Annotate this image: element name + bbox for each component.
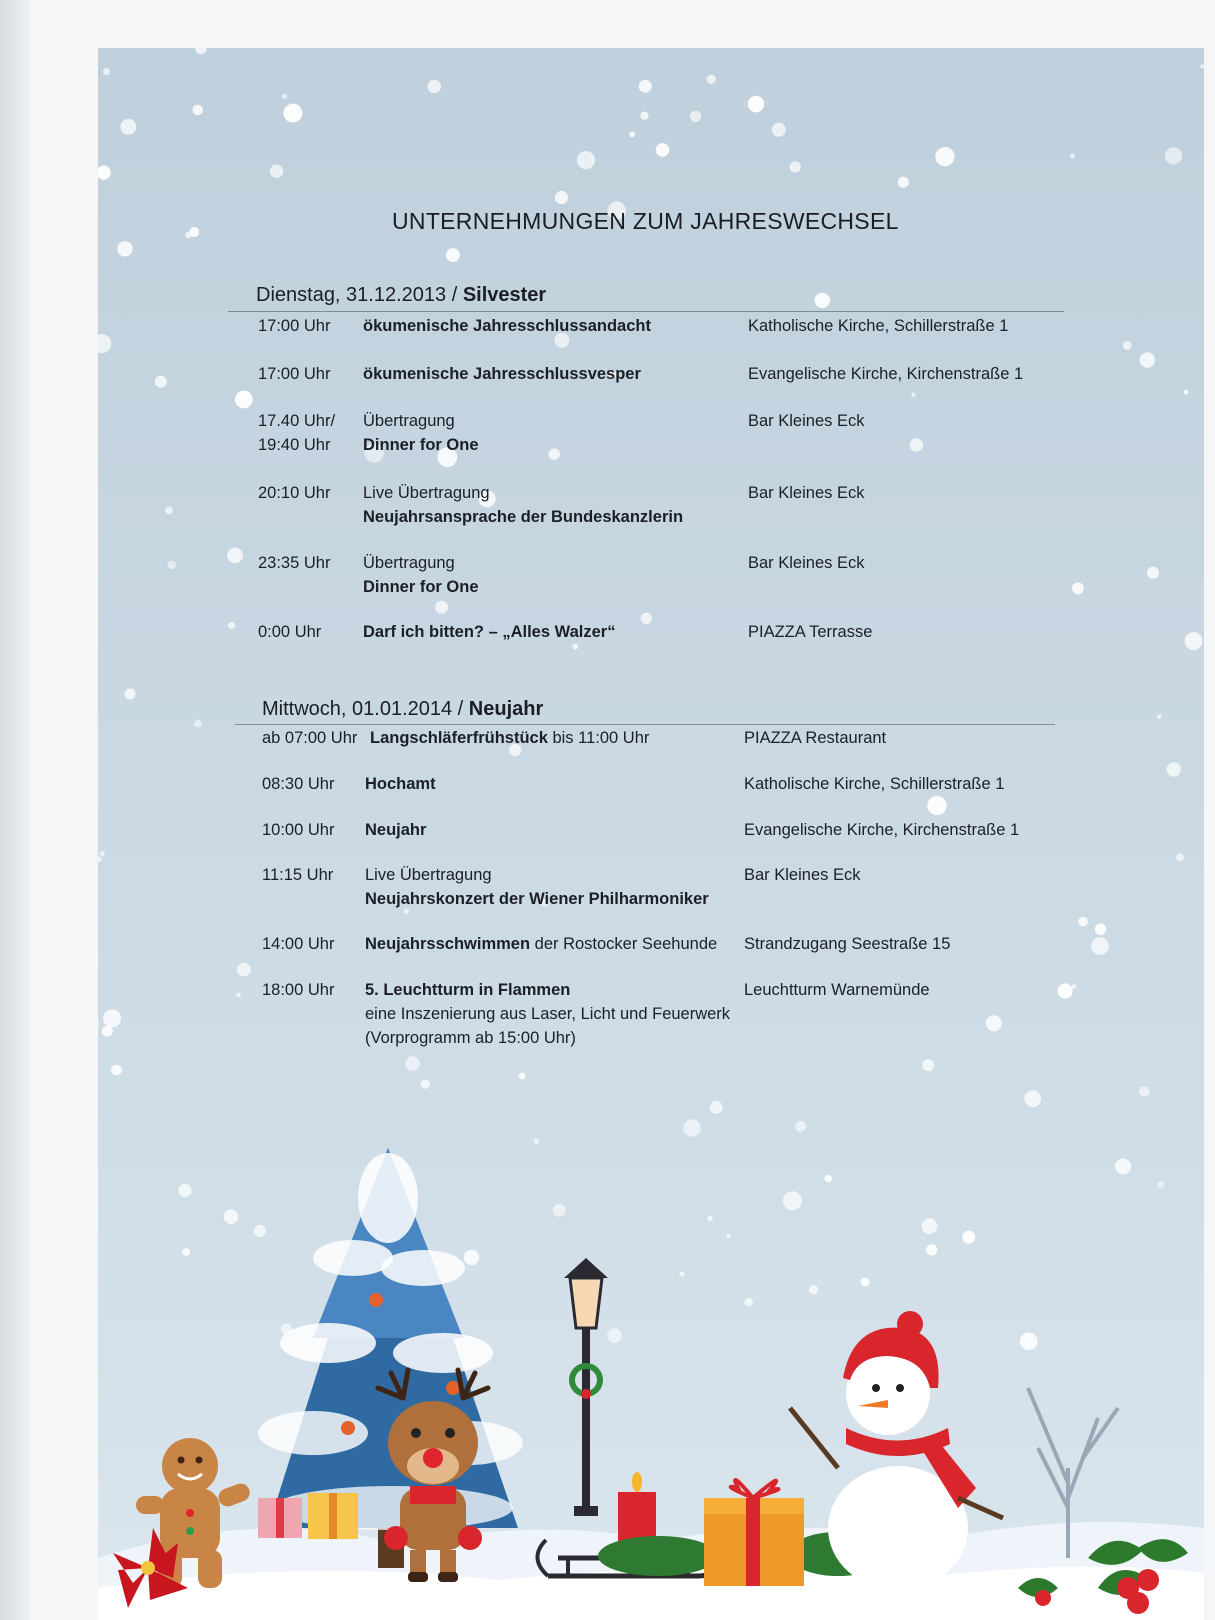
event-description bbox=[365, 932, 717, 956]
snowflake bbox=[1070, 153, 1075, 158]
event-time bbox=[262, 726, 357, 750]
event-description-line: eine Inszenierung aus Laser, Licht und Feuerwerk bbox=[365, 1005, 731, 1023]
snowflake bbox=[629, 131, 635, 137]
snowflake bbox=[227, 547, 243, 563]
snowflake bbox=[117, 241, 132, 256]
event-description-line bbox=[365, 932, 717, 956]
event-description-part: bis 11:00 Uhr bbox=[547, 729, 650, 747]
event-time-line: 20:10 Uhr bbox=[258, 484, 331, 502]
snowflake bbox=[121, 119, 137, 135]
day-divider bbox=[235, 724, 1055, 725]
event-time bbox=[258, 409, 335, 457]
event-description-line: Dinner for One bbox=[363, 436, 479, 454]
snowflake bbox=[195, 48, 207, 54]
event-time-line: 10:00 Uhr bbox=[262, 821, 335, 839]
day-name: Neujahr bbox=[468, 698, 544, 720]
event-row bbox=[262, 772, 1082, 796]
event-time bbox=[262, 818, 334, 842]
event-row bbox=[258, 551, 1078, 599]
event-time-line: 08:30 Uhr bbox=[262, 775, 335, 793]
event-description-line: Übertragung bbox=[363, 554, 455, 572]
event-description-line: Dinner for One bbox=[363, 578, 479, 596]
snowflake bbox=[125, 689, 136, 700]
event-time bbox=[262, 863, 333, 887]
snowflake bbox=[572, 644, 578, 650]
event-time-line: 17.40 Uhr/ bbox=[258, 412, 336, 430]
event-row bbox=[262, 932, 1082, 956]
event-time-line: ab 07:00 Uhr bbox=[262, 729, 358, 747]
snowflake bbox=[707, 75, 716, 84]
snowflake bbox=[922, 1059, 934, 1071]
day-date: Dienstag, 31.12.2013 / bbox=[256, 284, 458, 306]
event-row bbox=[258, 409, 1078, 457]
event-row bbox=[258, 481, 1078, 529]
gift-box-icon bbox=[704, 1480, 804, 1586]
event-description-part: Langschläferfrühstück bbox=[370, 729, 548, 747]
event-location: Katholische Kirche, Schillerstraße 1 bbox=[748, 317, 1009, 335]
event-description-line: Hochamt bbox=[365, 775, 436, 793]
snowflake bbox=[519, 1073, 526, 1080]
event-description bbox=[363, 314, 651, 338]
snowflake bbox=[428, 80, 442, 94]
snowflake bbox=[640, 112, 648, 120]
event-description-line: ökumenische Jahresschlussandacht bbox=[363, 317, 651, 335]
event-location: Strandzugang Seestraße 15 bbox=[744, 935, 951, 953]
snowflake bbox=[815, 293, 830, 308]
event-description bbox=[363, 409, 479, 457]
event-time bbox=[262, 932, 334, 956]
snowflake bbox=[237, 993, 241, 997]
snowflake bbox=[167, 561, 176, 570]
event-time bbox=[258, 481, 330, 505]
event-location: PIAZZA Terrasse bbox=[748, 623, 873, 641]
paper-sheet bbox=[30, 0, 1215, 1620]
event-description-part: der Rostocker Seehunde bbox=[530, 935, 718, 953]
snowflake bbox=[555, 191, 568, 204]
event-location: Bar Kleines Eck bbox=[748, 554, 865, 572]
snowflake bbox=[98, 166, 111, 180]
event-time-line: 19:40 Uhr bbox=[258, 436, 331, 454]
snowflake bbox=[639, 80, 652, 93]
event-row bbox=[258, 620, 1078, 644]
event-time bbox=[258, 551, 330, 575]
event-time bbox=[262, 772, 334, 796]
event-location: Leuchtturm Warnemünde bbox=[744, 981, 930, 999]
event-description-line: Darf ich bitten? – „Alles Walzer“ bbox=[363, 623, 616, 641]
snowflake bbox=[690, 111, 701, 122]
event-time-line: 0:00 Uhr bbox=[258, 623, 322, 641]
snowflake bbox=[165, 507, 173, 515]
event-description-part: Neujahrsschwimmen bbox=[365, 935, 531, 953]
event-description-line: Neujahrskonzert der Wiener Philharmoniker bbox=[365, 890, 709, 908]
event-time bbox=[262, 978, 334, 1002]
snowflake bbox=[282, 94, 287, 99]
snowflake bbox=[435, 601, 448, 614]
snowflake bbox=[1140, 352, 1156, 368]
event-description-line: Live Übertragung bbox=[365, 866, 492, 884]
event-time-line: 17:00 Uhr bbox=[258, 365, 331, 383]
candle-icon bbox=[618, 1472, 656, 1544]
snowflake bbox=[270, 165, 283, 178]
event-row bbox=[258, 314, 1078, 338]
snowflake bbox=[192, 105, 203, 116]
gift-box-icon bbox=[258, 1493, 358, 1539]
snowflake bbox=[185, 232, 191, 238]
snowflake bbox=[927, 796, 946, 815]
snowflake bbox=[1147, 567, 1159, 579]
event-description bbox=[370, 726, 649, 750]
event-row bbox=[262, 726, 1082, 750]
event-time bbox=[258, 362, 330, 386]
snowflake bbox=[1157, 715, 1162, 720]
snowflake bbox=[1095, 924, 1106, 935]
snowflake bbox=[98, 334, 111, 353]
event-time-line: 14:00 Uhr bbox=[262, 935, 335, 953]
snowflake bbox=[1165, 147, 1182, 164]
event-time bbox=[258, 620, 321, 644]
event-description bbox=[365, 978, 730, 1050]
snowflake bbox=[283, 104, 302, 123]
snowflake bbox=[99, 851, 105, 857]
snowflake bbox=[1183, 390, 1188, 395]
day-heading-neujahr bbox=[262, 698, 543, 721]
event-location: Katholische Kirche, Schillerstraße 1 bbox=[744, 775, 1005, 793]
event-time-line: 23:35 Uhr bbox=[258, 554, 331, 572]
snowflake bbox=[1185, 632, 1203, 650]
day-heading-silvester bbox=[256, 284, 546, 307]
snowflake bbox=[898, 177, 909, 188]
event-location: Bar Kleines Eck bbox=[748, 412, 865, 430]
event-time-line: 18:00 Uhr bbox=[262, 981, 335, 999]
snowflake bbox=[405, 1056, 420, 1071]
snowflake bbox=[103, 1009, 121, 1027]
event-description bbox=[365, 863, 709, 911]
snowflake bbox=[935, 147, 954, 166]
event-description bbox=[365, 772, 436, 796]
event-time-line: 11:15 Uhr bbox=[262, 866, 334, 884]
snowflake bbox=[772, 123, 786, 137]
winter-illustration bbox=[98, 1088, 1204, 1620]
snowflake bbox=[1123, 341, 1132, 350]
snowflake bbox=[1167, 762, 1181, 776]
snowflake bbox=[656, 143, 670, 157]
event-description-line bbox=[370, 726, 649, 750]
flyer-background bbox=[98, 48, 1204, 1620]
event-description bbox=[363, 362, 641, 386]
street-lamp-icon bbox=[564, 1258, 608, 1516]
event-description-line: Live Übertragung bbox=[363, 484, 490, 502]
event-description-line: Übertragung bbox=[363, 412, 455, 430]
snowflake bbox=[98, 857, 102, 862]
snowflake bbox=[235, 391, 253, 409]
snowflake bbox=[237, 963, 251, 977]
snowflake bbox=[1078, 917, 1088, 927]
snowflake bbox=[911, 393, 915, 397]
event-description bbox=[365, 818, 426, 842]
snowflake bbox=[1091, 937, 1109, 955]
event-location: Evangelische Kirche, Kirchenstraße 1 bbox=[748, 365, 1024, 383]
event-description bbox=[363, 481, 683, 529]
snowflake bbox=[1176, 853, 1184, 861]
snowflake bbox=[111, 1065, 122, 1076]
event-description-line: ökumenische Jahresschlussvesper bbox=[363, 365, 641, 383]
snowflake bbox=[228, 622, 235, 629]
day-date: Mittwoch, 01.01.2014 / bbox=[262, 698, 464, 720]
event-row bbox=[262, 818, 1082, 842]
snowflake bbox=[748, 96, 765, 113]
event-time-line: 17:00 Uhr bbox=[258, 317, 331, 335]
snowflake bbox=[1200, 64, 1204, 68]
snowflake bbox=[155, 376, 167, 388]
snowflake bbox=[577, 151, 595, 169]
event-description-line: (Vorprogramm ab 15:00 Uhr) bbox=[365, 1029, 576, 1047]
event-description-line: Neujahrsansprache der Bundeskanzlerin bbox=[363, 508, 684, 526]
snowflake bbox=[194, 720, 202, 728]
day-name: Silvester bbox=[462, 284, 547, 306]
snowflake bbox=[790, 161, 801, 172]
snowflake bbox=[446, 248, 460, 262]
snowflake bbox=[103, 68, 110, 75]
event-location: PIAZZA Restaurant bbox=[744, 729, 887, 747]
event-location: Evangelische Kirche, Kirchenstraße 1 bbox=[744, 821, 1020, 839]
event-location: Bar Kleines Eck bbox=[744, 866, 861, 884]
event-row bbox=[262, 978, 1082, 1050]
day-divider bbox=[228, 311, 1064, 312]
event-row bbox=[258, 362, 1078, 386]
event-description-line: Neujahr bbox=[365, 821, 427, 839]
event-time bbox=[258, 314, 330, 338]
event-description bbox=[363, 551, 479, 599]
event-location: Bar Kleines Eck bbox=[748, 484, 865, 502]
event-row bbox=[262, 863, 1082, 911]
page-title: UNTERNEHMUNGEN ZUM JAHRESWECHSEL bbox=[392, 208, 899, 234]
event-description-line: 5. Leuchtturm in Flammen bbox=[365, 981, 571, 999]
event-description bbox=[363, 620, 615, 644]
